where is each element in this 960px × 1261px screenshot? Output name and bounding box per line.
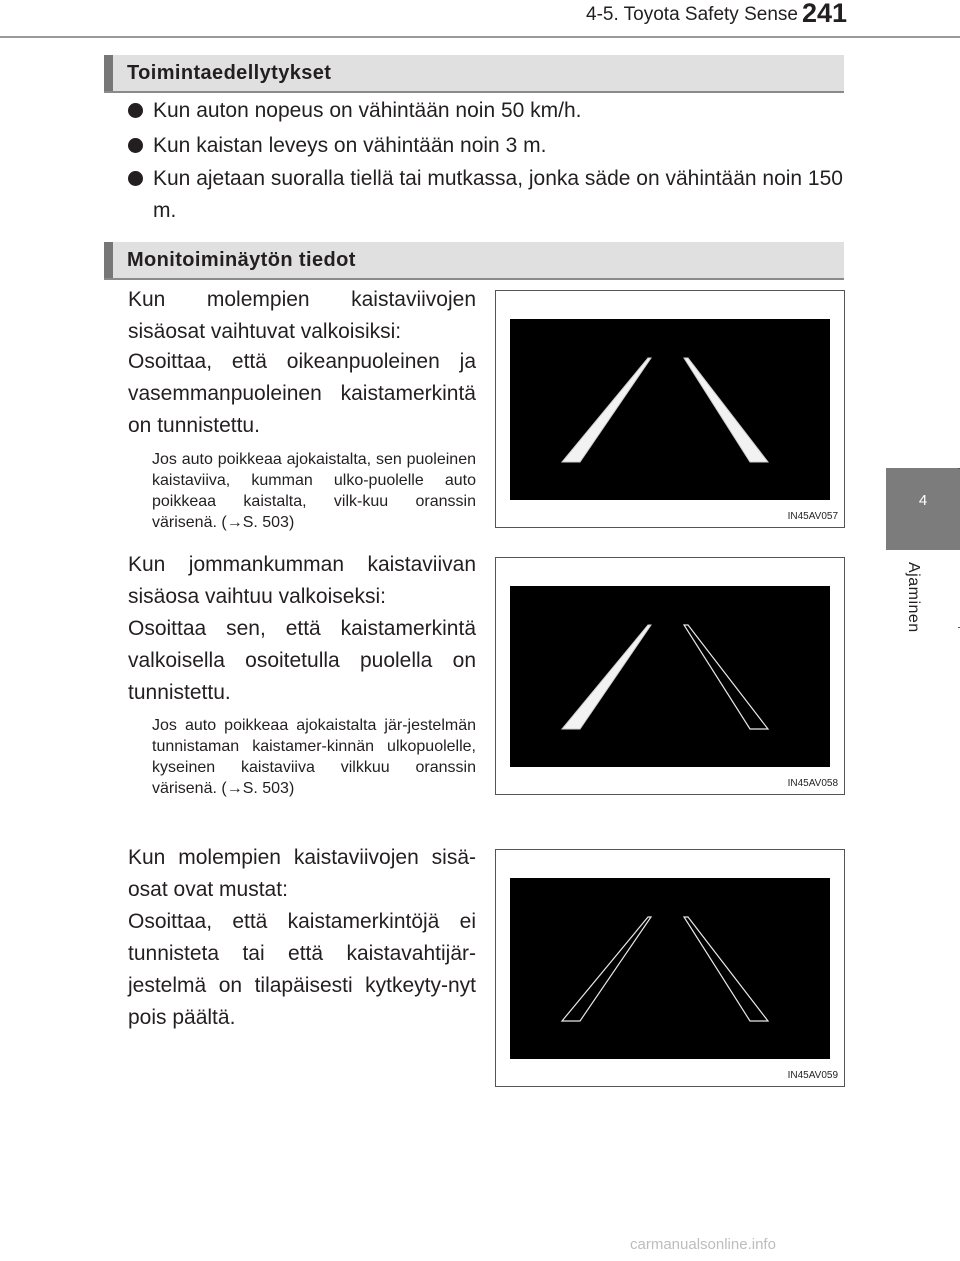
watermark: carmanualsonline.info bbox=[630, 1236, 776, 1253]
item-description: Osoittaa sen, että kaistamerkintä valkoisella osoitetulla puolella on tunnistettu. bbox=[128, 617, 476, 704]
section-bar bbox=[104, 242, 113, 278]
bullet-dot-icon bbox=[128, 103, 143, 118]
lane-lines-graphic bbox=[510, 586, 830, 767]
section-title: Monitoiminäytön tiedot bbox=[127, 249, 356, 271]
item-heading: Kun molempien kaistaviivojen sisäosat vaihtuvat valkoisiksi: bbox=[128, 288, 476, 343]
lane-lines-graphic bbox=[510, 878, 830, 1059]
item-description: Osoittaa, että kaistamerkintöjä ei tunnisteta tai että kaistavahtijär-jestelmä on tilapäisesti kytkeyty-nyt pois päältä. bbox=[128, 910, 476, 1029]
figure-code: IN45AV057 bbox=[787, 511, 838, 522]
right-lane-line bbox=[684, 625, 768, 729]
page-number: 241 bbox=[802, 0, 848, 28]
item-note: Jos auto poikkeaa ajokaistalta, sen puoleinen kaistaviiva, kumman ulko-puolelle auto poikkeaa kaistalta, vilk-kuu oranssin värisenä. (→S. 503) bbox=[152, 451, 476, 531]
left-lane-line bbox=[562, 358, 651, 462]
header-section-title: 4-5. Toyota Safety Sense bbox=[586, 4, 798, 25]
lane-lines-graphic bbox=[510, 319, 830, 500]
figure-code: IN45AV058 bbox=[787, 778, 838, 789]
display-screen bbox=[510, 878, 830, 1059]
lane-display-figure bbox=[495, 849, 845, 1087]
display-screen bbox=[510, 586, 830, 767]
item-description: Osoittaa, että oikeanpuoleinen ja vasemmanpuoleinen kaistamerkintä on tunnistettu. bbox=[128, 350, 476, 437]
chapter-number: 4 bbox=[918, 492, 928, 509]
bullet-text: Kun auton nopeus on vähintään noin 50 km/h. bbox=[153, 99, 582, 122]
left-lane-line bbox=[562, 917, 651, 1021]
item-heading: Kun molempien kaistaviivojen sisä-osat ovat mustat: bbox=[128, 846, 476, 901]
left-lane-line bbox=[562, 625, 651, 729]
right-lane-line bbox=[684, 917, 768, 1021]
item-note: Jos auto poikkeaa ajokaistalta jär-jestelmän tunnistaman kaistamer-kinnän ulkopuolelle, kyseinen kaistaviiva vilkkuu oranssin värisenä. (→S. 503) bbox=[152, 717, 476, 797]
section-header-display-info bbox=[104, 242, 844, 280]
header-divider bbox=[0, 36, 960, 38]
item-heading: Kun jommankumman kaistaviivan sisäosa vaihtuu valkoiseksi: bbox=[128, 553, 476, 608]
lane-display-figure bbox=[495, 557, 845, 795]
bullet-text: Kun ajetaan suoralla tiellä tai mutkassa, jonka säde on vähintään noin 150 m. bbox=[153, 167, 843, 222]
display-screen bbox=[510, 319, 830, 500]
lane-display-figure bbox=[495, 290, 845, 528]
section-title: Toimintaedellytykset bbox=[127, 62, 332, 84]
chapter-tab[interactable] bbox=[886, 468, 960, 550]
bullet-dot-icon bbox=[128, 171, 143, 186]
bullet-dot-icon bbox=[128, 138, 143, 153]
section-bar bbox=[104, 55, 113, 91]
chapter-title: Ajaminen bbox=[905, 562, 922, 633]
section-header-conditions bbox=[104, 55, 844, 93]
right-lane-line bbox=[684, 358, 768, 462]
figure-code: IN45AV059 bbox=[787, 1070, 838, 1081]
bullet-text: Kun kaistan leveys on vähintään noin 3 m. bbox=[153, 134, 547, 157]
